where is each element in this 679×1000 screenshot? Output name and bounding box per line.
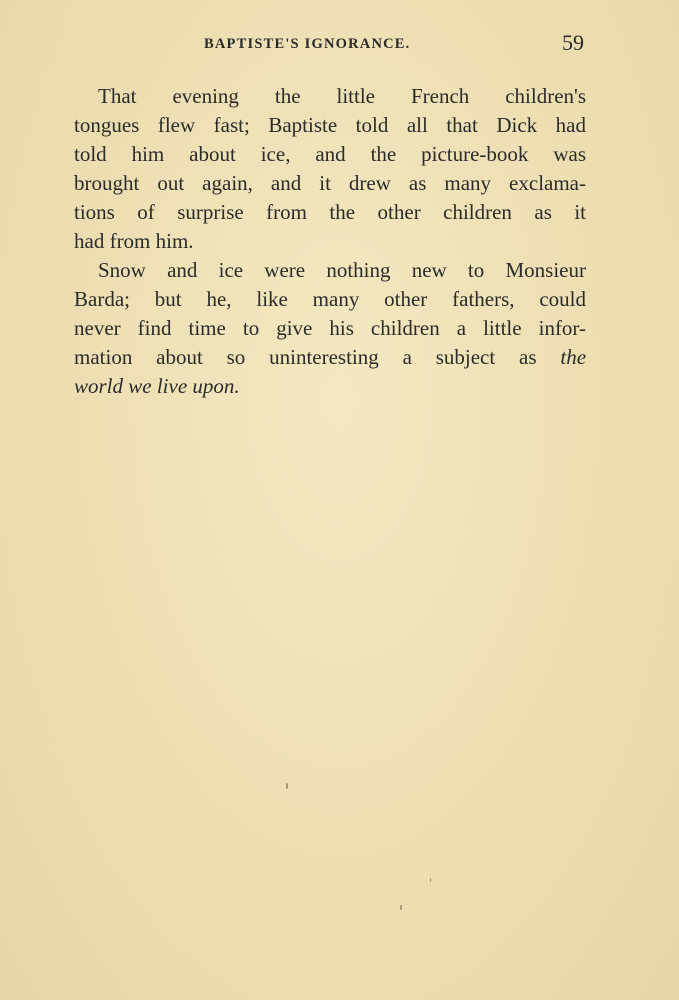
text-line: That evening the little French children's bbox=[98, 84, 586, 108]
text-line: brought out again, and it drew as many exclama- bbox=[74, 171, 586, 195]
paragraph-2 bbox=[74, 256, 586, 401]
text-line: tongues flew fast; Baptiste told all that Dick had bbox=[74, 113, 586, 137]
text-line: tions of surprise from the other children as it bbox=[74, 200, 586, 224]
page-header bbox=[74, 30, 586, 60]
text-line-main: mation about so uninteresting a subject as bbox=[74, 345, 537, 369]
paper-speck bbox=[430, 878, 431, 882]
italic-phrase: the bbox=[560, 345, 587, 369]
body-text bbox=[74, 82, 586, 401]
text-line: Barda; but he, like many other fathers, could bbox=[74, 287, 586, 311]
running-head: BAPTISTE'S IGNORANCE. bbox=[204, 36, 411, 52]
page-number: 59 bbox=[562, 30, 584, 55]
paragraph-1 bbox=[74, 82, 586, 256]
italic-phrase: world we live upon. bbox=[74, 374, 240, 398]
text-line bbox=[74, 343, 586, 372]
paper-speck bbox=[286, 783, 288, 789]
text-line: told him about ice, and the picture-book was bbox=[74, 142, 586, 166]
paper-speck bbox=[400, 905, 402, 910]
text-line: had from him. bbox=[74, 229, 194, 253]
text-line: never find time to give his children a little infor- bbox=[74, 316, 586, 340]
text-line: Snow and ice were nothing new to Monsieur bbox=[98, 258, 586, 282]
text-line bbox=[74, 372, 586, 401]
